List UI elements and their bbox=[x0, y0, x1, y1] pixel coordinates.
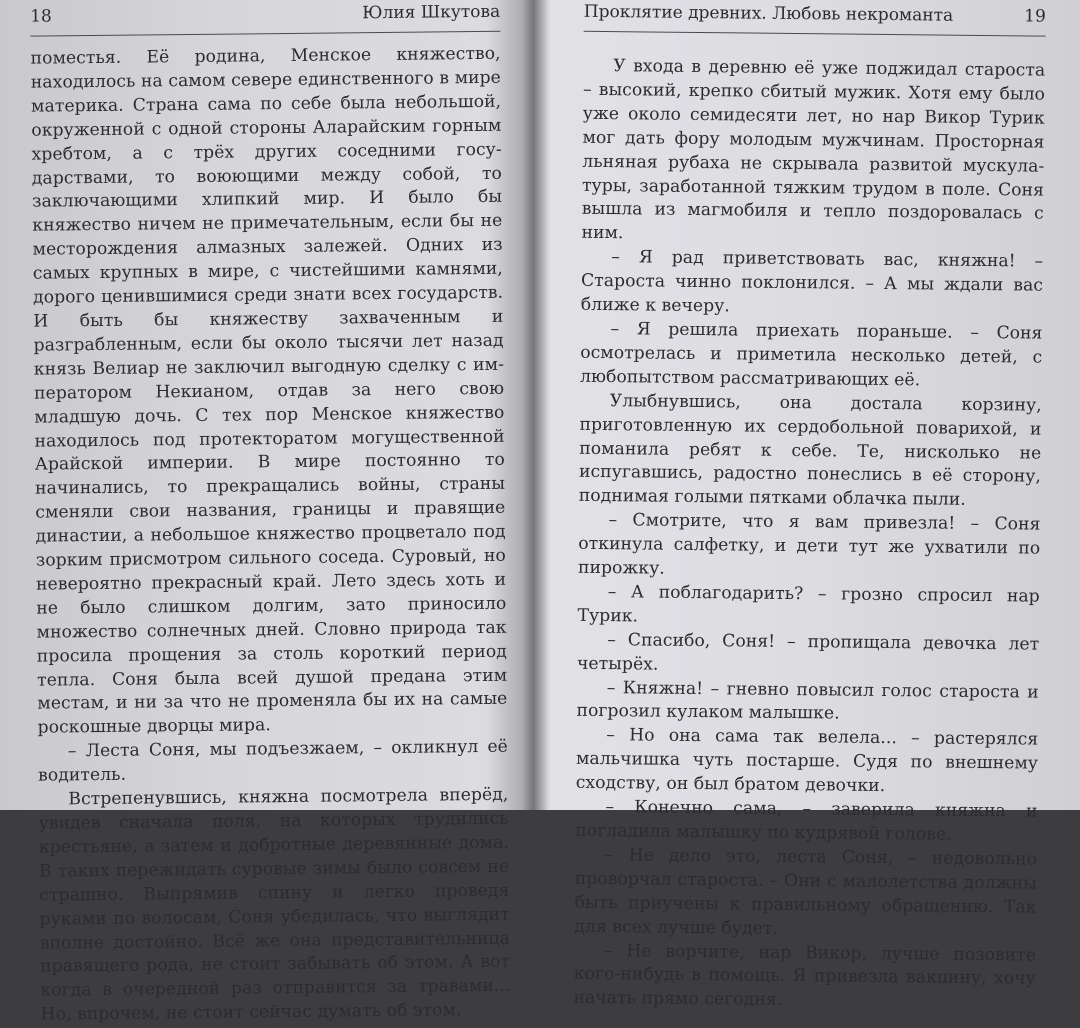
paragraph: Улыбнувшись, она достала корзину, приготовленную их сердобольной поварихой, и поманила ребят к себе. Те, нисколько не испугавшись, радостно понеслись в её сторону, поднимая голыми пятками облачка пыли. bbox=[578, 390, 1042, 511]
page-number: 19 bbox=[1024, 6, 1046, 27]
paragraph: – Я решила приехать пораньше. – Соня осмотрелась и приметила несколько детей, с любопытством рассматривающих её. bbox=[579, 319, 1043, 391]
left-page bbox=[0, 0, 538, 1025]
paragraph: – Леста Соня, мы подъезжаем, – окликнул её водитель. bbox=[38, 737, 508, 786]
paragraph: У входа в деревню её уже поджидал староста – высокий, крепко сбитый мужик. Хотя ему было уже около семидесяти лет, но нар Викор Турик мог дать фору молодым мужчинам. Просторная льняная рубаха не скрывала развитой мускулатуры, заработанной тяжким трудом в поле. Соня вышла из магмобиля и тепло поздоровалась с ним. bbox=[581, 56, 1046, 244]
right-page bbox=[532, 0, 1080, 1011]
paragraph: – Не ворчите, нар Викор, лучше позовите кого-нибудь в помощь. Я привезла вакцину, хочу начать прямо сегодня. bbox=[573, 940, 1037, 1011]
right-page-body bbox=[573, 55, 1045, 1016]
left-page-body bbox=[31, 43, 511, 1028]
paragraph: Встрепенувшись, княжна посмотрела вперёд, увидев сначала поля, на которых трудились крестьяне, а затем и добротные деревянные дома. В таких пережидать суровые зимы было совсем не страшно. Выпрямив спину и легко проведя руками по волосам, Соня убедилась, что выглядит вполне достойно. Всё же она представительница правящего рода, не стоит забывать об этом. А вот когда в очередной раз отправится за травами... Но, впрочем, не стоит сейчас думать об этом. bbox=[38, 784, 511, 1025]
paragraph: – Спасибо, Соня! – пропищала девочка лет четырёх. bbox=[576, 629, 1040, 675]
paragraph: – Я рад приветствовать вас, княжна! – Староста чинно поклонился. – А мы ждали вас ближе к вечеру. bbox=[580, 247, 1044, 317]
paragraph: – Не дело это, леста Соня, – недовольно проворчал староста. – Они с малолетства должны быть приучены к правильному обращению. Так для всех лучше будет. bbox=[574, 844, 1038, 939]
paragraph: – Конечно сама, – заверила княжна и погладила малышку по кудрявой голове. bbox=[575, 797, 1038, 845]
page-number: 18 bbox=[30, 6, 52, 27]
right-page-header bbox=[584, 0, 1046, 37]
paragraph: – Но она сама так велела... – растерялся мальчишка чуть постарше. Судя по внешнему сходству, он был братом девочки. bbox=[575, 725, 1039, 797]
paragraph: поместья. Её родина, Менское княжество, находилось на самом севере единственного в мире материка. Страна сама по себе была небольшой, окруженной с одной стороны Аларайским горным хребтом, а с трёх других соседними государствами, то воюющими между собой, то заключающими хлипкий мир. И было бы княжество ничем не примечательным, если бы не месторождения алмазных залежей. Одних из самых крупных в мире, с чистейшими камнями, дорого ценившимися среди знати всех государств. И быть бы княжеству захваченным и разграбленным, если бы около тысячи лет назад князь Велиар не заключил выгодную сделку с императором Некианом, отдав за него свою младшую дочь. С тех пор Менское княжество находилось под протекторатом могущественной Арайской империи. В мире постоянно то начинались, то прекращались войны, страны сменяли свои названия, границы и правящие династии, а небольшое княжество процветало под зорким присмотром сильного соседа. Суровый, но невероятно прекрасный край. Лето здесь хоть и не было слишком долгим, зато приносило множество солнечных дней. Словно природа так просила прощения за столь короткий период тепла. Соня была всей душой предана этим местам, и ни за что не променяла бы их на самые роскошные дворцы мира. bbox=[30, 43, 508, 739]
running-head-title: Проклятие древних. Любовь некроманта bbox=[583, 1, 954, 26]
running-head-author: Юлия Шкутова bbox=[362, 1, 501, 24]
left-page-header bbox=[30, 0, 500, 37]
paragraph: – Княжна! – гневно повысил голос староста и погрозил кулаком малышке. bbox=[576, 677, 1039, 724]
paragraph: – Смотрите, что я вам привезла! – Соня откинула салфетку, и дети тут же ухватили по пирожку. bbox=[577, 510, 1041, 579]
paragraph: – А поблагодарить? – грозно спросил нар Турик. bbox=[577, 582, 1040, 627]
